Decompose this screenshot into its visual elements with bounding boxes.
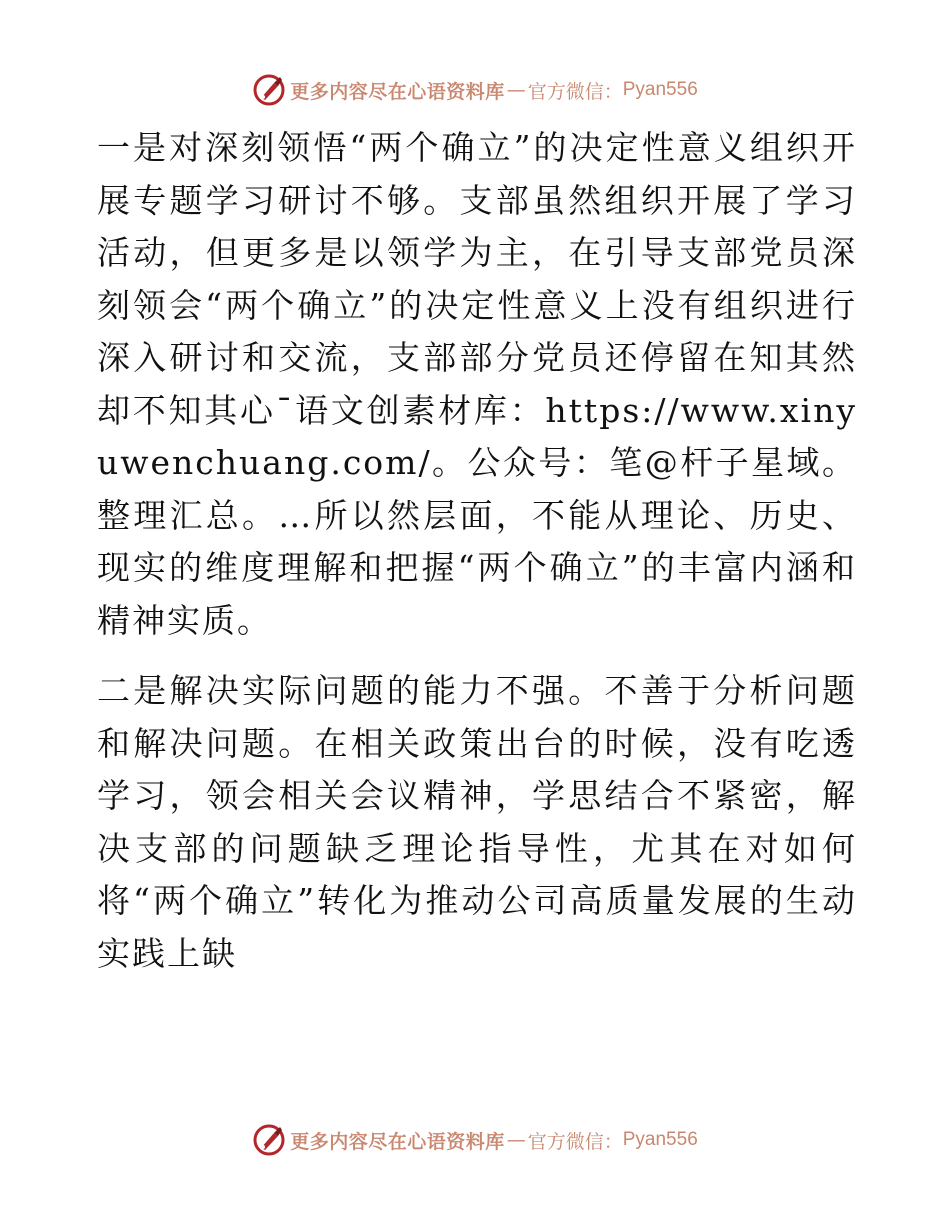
document-body <box>97 122 857 980</box>
footer-wechat-label: 官方微信： <box>527 1130 623 1153</box>
quill-pen-logo-icon <box>252 73 286 107</box>
header-wechat-label: 官方微信： <box>527 80 623 103</box>
quill-pen-logo-icon <box>252 1123 286 1157</box>
footer-brand: 更多内容尽在心语资料库 <box>290 1130 505 1153</box>
header-brand: 更多内容尽在心语资料库 <box>290 80 505 103</box>
paragraph-1: 一是对深刻领悟“两个确立”的决定性意义组织开展专题学习研讨不够。支部虽然组织开展了学习活动，但更多是以领学为主，在引导支部党员深刻领会“两个确立”的决定性意义上没有组织进行深入研讨和交流，支部部分党员还停留在知其然却不知其心¯语文创素材库：https://www.xinyuwenchuang.com/。公众号：笔@杆子星域。整理汇总。…所以然层面，不能从理论、历史、现实的维度理解和把握“两个确立”的丰富内涵和精神实质。 <box>97 128 857 640</box>
header-watermark <box>0 70 950 110</box>
header-wechat-id: Pyan556 <box>622 79 698 100</box>
footer-wechat-id: Pyan556 <box>622 1129 698 1150</box>
footer-separator: — <box>506 1129 526 1151</box>
footer-watermark <box>0 1120 950 1160</box>
paragraph-2: 二是解决实际问题的能力不强。不善于分析问题和解决问题。在相关政策出台的时候，没有吃透学习，领会相关会议精神，学思结合不紧密，解决支部的问题缺乏理论指导性，尤其在对如何将“两个确立”转化为推动公司高质量发展的生动实践上缺 <box>97 671 857 973</box>
header-separator: — <box>506 79 526 101</box>
